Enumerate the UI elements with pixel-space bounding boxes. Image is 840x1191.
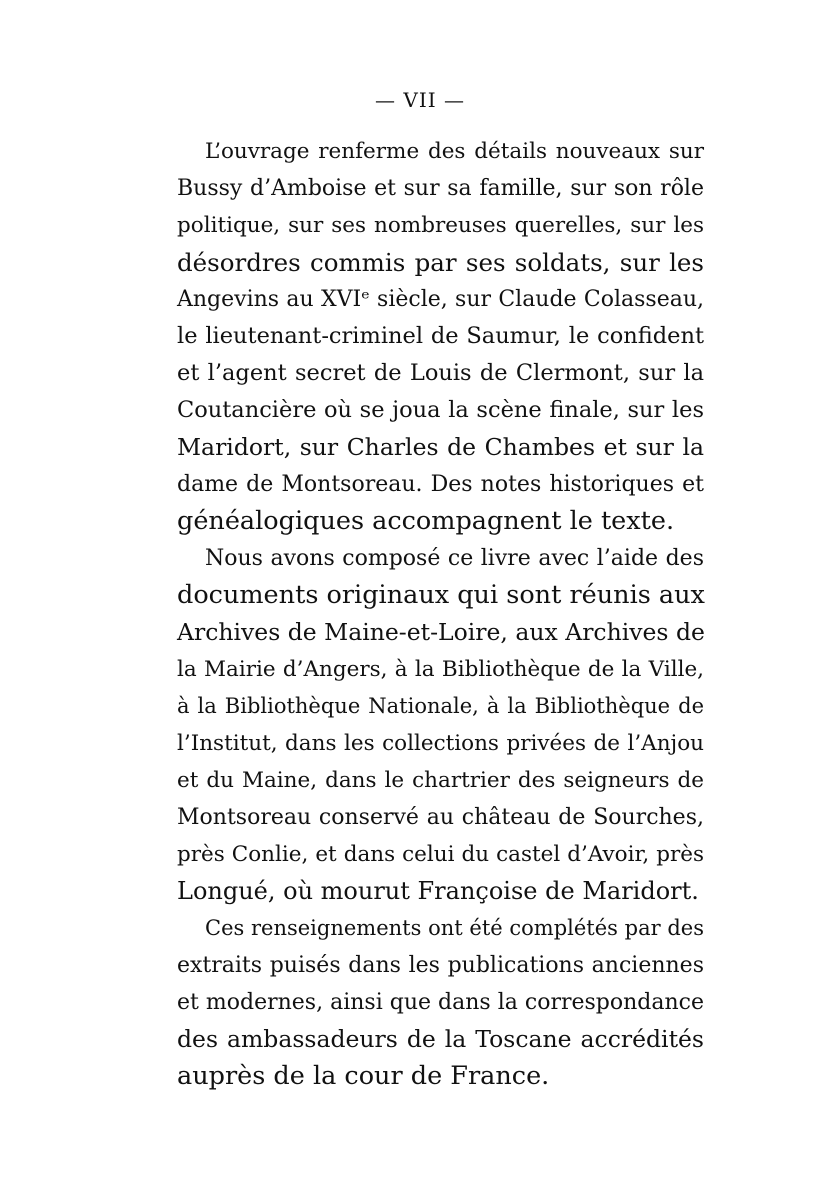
- text-line: Maridort, sur Charles de Chambes et sur la: [177, 433, 704, 461]
- page-number: — VII —: [375, 88, 465, 112]
- text-line: et modernes, ainsi que dans la correspondance: [177, 990, 704, 1015]
- text-line: la Mairie d’Angers, à la Bibliothèque de la Ville,: [177, 657, 704, 682]
- text-line: Nous avons composé ce livre avec l’aide des: [205, 546, 704, 571]
- text-line: Bussy d’Amboise et sur sa famille, sur son rôle: [177, 176, 704, 201]
- text-line: Montsoreau conservé au château de Sourches,: [177, 805, 704, 830]
- text-line: politique, sur ses nombreuses querelles, sur les: [177, 213, 704, 238]
- text-line: extraits puisés dans les publications anciennes: [177, 953, 704, 978]
- text-line: L’ouvrage renferme des détails nouveaux sur: [205, 139, 704, 164]
- text-line: auprès de la cour de France.: [177, 1061, 550, 1091]
- text-line: Archives de Maine-et-Loire, aux Archives de: [177, 618, 705, 646]
- paragraph-2: [177, 540, 704, 910]
- text-line: Angevins au XVIᵉ siècle, sur Claude Colasseau,: [177, 287, 704, 312]
- text-line: le lieutenant-criminel de Saumur, le confident: [177, 323, 704, 349]
- text-line: documents originaux qui sont réunis aux: [177, 580, 705, 610]
- text-line: Longué, où mourut Françoise de Maridort.: [177, 877, 699, 905]
- text-line: généalogiques accompagnent le texte.: [177, 506, 675, 536]
- text-line: dame de Montsoreau. Des notes historiques et: [177, 472, 704, 497]
- text-line: Ces renseignements ont été complétés par des: [205, 916, 704, 940]
- text-line: et l’agent secret de Louis de Clermont, sur la: [177, 360, 704, 386]
- text-line: et du Maine, dans le chartrier des seigneurs de: [177, 768, 704, 793]
- paragraph-1: [177, 133, 704, 540]
- text-line: des ambassadeurs de la Toscane accrédités: [177, 1025, 704, 1053]
- body-text: [177, 133, 704, 1095]
- text-line: près Conlie, et dans celui du castel d’Avoir, près: [177, 842, 704, 867]
- text-line: l’Institut, dans les collections privées de l’Anjou: [177, 731, 704, 756]
- text-line: Coutancière où se joua la scène finale, sur les: [177, 397, 704, 423]
- paragraph-3: [177, 910, 704, 1095]
- text-line: à la Bibliothèque Nationale, à la Bibliothèque de: [177, 694, 704, 718]
- text-line: désordres commis par ses soldats, sur les: [177, 248, 704, 277]
